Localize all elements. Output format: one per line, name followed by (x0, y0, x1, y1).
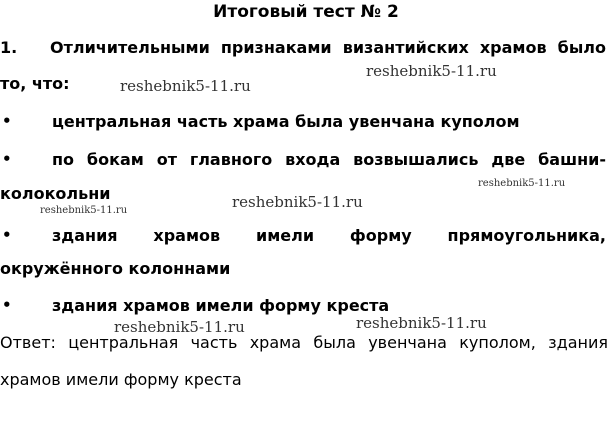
bullet-icon: • (2, 112, 12, 130)
answer-text-continued: храмов имели форму креста (0, 370, 242, 389)
option-1-text: центральная часть храма была увенчана куполом (52, 112, 520, 131)
bullet-icon: • (2, 226, 12, 244)
watermark: reshebnik5-11.ru (114, 318, 245, 336)
question-text: Отличительными признаками византийских храмов было (50, 38, 606, 57)
option-3-text: здания храмов имели форму прямоугольника, (52, 226, 606, 245)
question-number: 1. (0, 38, 18, 57)
answer-text: Ответ: центральная часть храма была увенчана куполом, здания (0, 333, 608, 352)
watermark: reshebnik5-11.ru (120, 77, 251, 95)
bullet-icon: • (2, 296, 12, 314)
watermark: reshebnik5-11.ru (478, 178, 566, 189)
watermark: reshebnik5-11.ru (232, 193, 363, 211)
watermark: reshebnik5-11.ru (356, 314, 487, 332)
option-3-text-continued: окружённого колоннами (0, 259, 231, 278)
page-title: Итоговый тест № 2 (213, 2, 399, 22)
watermark: reshebnik5-11.ru (40, 205, 128, 216)
bullet-icon: • (2, 150, 12, 168)
question-text-continued: то, что: (0, 74, 70, 93)
option-2-text-continued: колокольни (0, 184, 111, 203)
option-2-text: по бокам от главного входа возвышались две башни- (52, 150, 606, 169)
option-4-text: здания храмов имели форму креста (52, 296, 390, 315)
watermark: reshebnik5-11.ru (366, 62, 497, 80)
